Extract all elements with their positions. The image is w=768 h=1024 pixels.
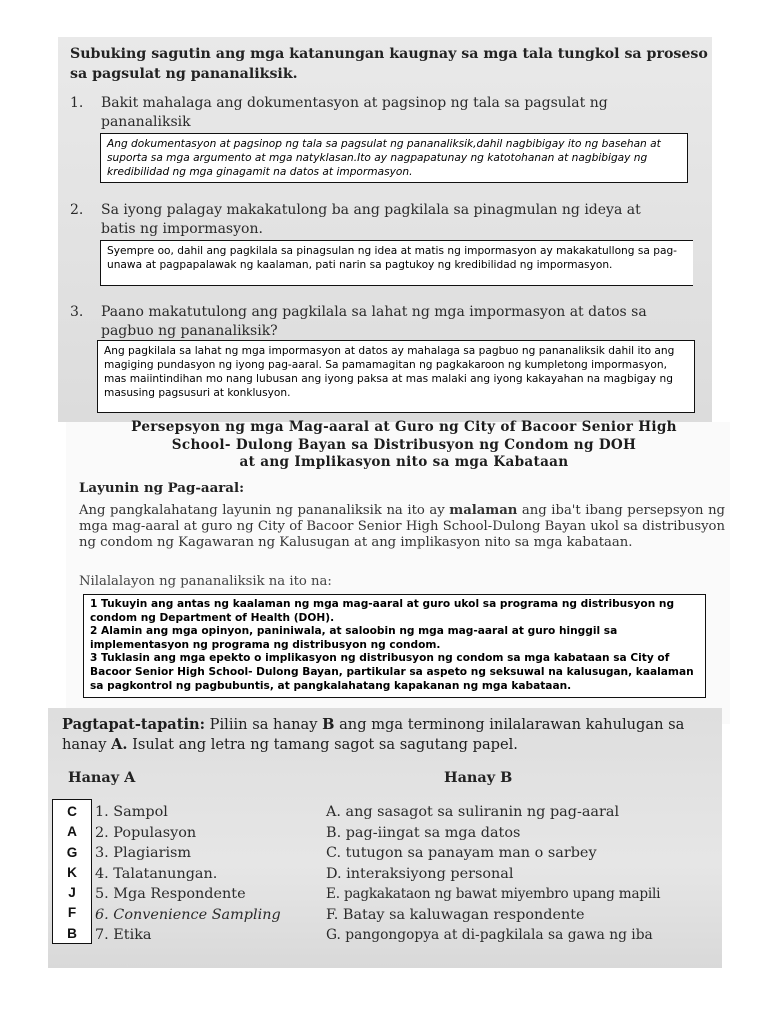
- answer-box-2[interactable]: Syempre oo, dahil ang pagkilala sa pinagsulan ng idea at matis ng impormasyon ay makakatullong sa pag-unawa at pagpapalawak ng kaalaman, pati narin sa pagtukoy ng kredibilidad ng impormasyon.: [100, 240, 693, 286]
- section1-heading: Subuking sagutin ang mga katanungan kaugnay sa mga tala tungkol sa proseso sa pagsulat ng pananaliksik.: [70, 46, 708, 82]
- column-b-item: B. pag-iingat sa mga datos: [326, 824, 521, 841]
- objectives-box[interactable]: [83, 594, 706, 698]
- column-b-item: E. pagkakataon ng bawat miyembro upang mapili: [326, 886, 661, 902]
- column-a-item: 6. Convenience Sampling: [95, 906, 281, 923]
- column-b-item: G. pangongopya at di-pagkilala sa gawa ng iba: [326, 927, 653, 943]
- column-a-item: 1. Sampol: [95, 804, 168, 820]
- column-b-item: C. tutugon sa panayam man o sarbey: [326, 845, 597, 861]
- column-a-item: 5. Mga Respondente: [95, 886, 246, 902]
- question-1: 1. Bakit mahalaga ang dokumentasyon at pagsinop ng tala sa pagsulat ng pananaliksik: [70, 95, 608, 130]
- question-2: 2. Sa iyong palagay makakatulong ba ang pagkilala sa pinagmulan ng ideya at batis ng impormasyon.: [70, 202, 641, 237]
- answer-letter: A: [67, 824, 77, 840]
- answer-letter: J: [68, 885, 76, 901]
- answer-letters-box[interactable]: [52, 799, 92, 944]
- answer-letter: K: [67, 864, 77, 880]
- matching-instructions: Pagtapat-tapatin: Piliin sa hanay B ang mga terminong inilalarawan kahulugan sa hanay A. Isulat ang letra ng tamang sagot sa sagutang papel.: [62, 716, 685, 753]
- answer-letter: F: [67, 905, 77, 921]
- nilalayon-label: Nilalalayon ng pananaliksik na ito na:: [79, 574, 332, 589]
- answer-letter: B: [67, 925, 77, 941]
- objective-item: 1 Tukuyin ang antas ng kaalaman ng mga mag-aaral at guro ukol sa programa ng distribusyon ng condom ng Department of Health (DOH).: [90, 598, 675, 624]
- research-title: Persepsyon ng mga Mag-aaral at Guro ng City of Bacoor Senior High School- Dulong Bayan sa Distribusyon ng Condom ng DOH at ang Implikasyon nito sa mga Kabataan: [131, 419, 677, 470]
- layunin-label: Layunin ng Pag-aaral:: [79, 480, 245, 496]
- answer-letter: C: [67, 804, 77, 819]
- answer-letter: G: [66, 844, 78, 860]
- answer-box-3[interactable]: Ang pagkilala sa lahat ng mga impormasyon at datos ay mahalaga sa pagbuo ng pananaliksik dahil ito ang magiging pundasyon ng iyong pag-aaral. Sa pamamagitan ng pagkakaroon ng kumpletong impormasyon, mas maiintindihan mo nang lubusan ang iyong paksa at mas malaki ang iyong kakayahan na magbigay ng masusing pagsusuri at konklusyon.: [97, 340, 695, 413]
- column-b-item: F. Batay sa kaluwagan respondente: [326, 906, 585, 923]
- objective-item: 3 Tuklasin ang mga epekto o implikasyon ng distribusyon ng condom sa mga kabataan sa City of Bacoor Senior High School- Dulong Bayan, partikular sa aspeto ng seksuwal na kalusugan, kaalaman sa pagkontrol ng pagbubuntis, at pangkalahatang kapakanan ng mga kabataan.: [90, 652, 694, 692]
- column-a-item: 3. Plagiarism: [95, 845, 192, 861]
- answer-box-1[interactable]: Ang dokumentasyon at pagsinop ng tala sa pagsulat ng pananaliksik,dahil nagbibigay ito ng basehan at suporta sa mga argumento at mga natyklasan.Ito ay nagpapatunay ng katotohanan at nagbibigay ng kredibilidad ng mga ginagamit na datos at impormasyon.: [100, 133, 688, 183]
- hanay-b-header: Hanay B: [444, 769, 513, 786]
- column-b-item: D. interaksiyong personal: [326, 865, 514, 882]
- column-a-item: 2. Populasyon: [95, 824, 197, 841]
- objective-item: 2 Alamin ang mga opinyon, paniniwala, at saloobin ng mga mag-aaral at guro hinggil sa implementasyon ng programa ng distribusyon ng condom.: [90, 625, 618, 651]
- column-a-item: 4. Talatanungan.: [95, 865, 218, 882]
- hanay-a-header: Hanay A: [68, 769, 136, 786]
- column-a-item: 7. Etika: [95, 927, 152, 943]
- question-3: 3. Paano makatutulong ang pagkilala sa lahat ng mga impormasyon at datos sa pagbuo ng pananaliksik?: [70, 304, 647, 339]
- layunin-paragraph: Ang pangkalahatang layunin ng pananaliksik na ito ay malaman ang iba't ibang persepsyon ng mga mag-aaral at guro ng City of Bacoor Senior High School-Dulong Bayan ukol sa distribusyon ng condom ng Kagawaran ng Kalusugan at ang implikasyon nito sa mga kabataan.: [79, 503, 725, 550]
- column-b-item: A. ang sasagot sa suliranin ng pag-aaral: [326, 804, 620, 820]
